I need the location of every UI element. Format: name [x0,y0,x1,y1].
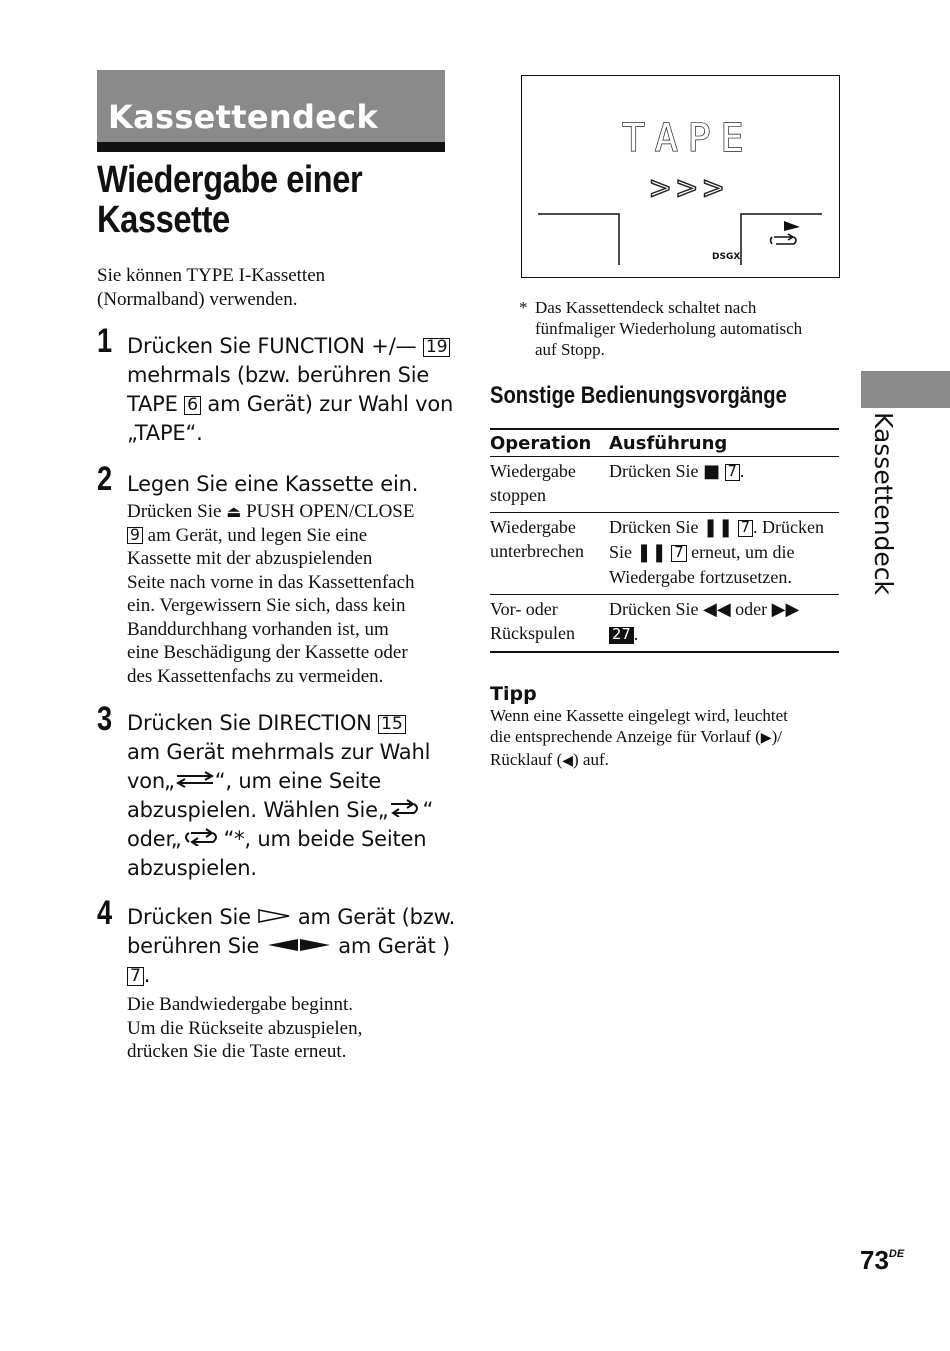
key-number-badge: 9 [127,527,143,545]
step-2-heading: Legen Sie eine Kassette ein. [127,472,419,496]
step-number-4: 4 [97,894,113,932]
execution-text: erneut, um die [686,542,795,562]
operation-text: Rückspulen [490,623,575,643]
play-outline-icon [257,908,291,924]
step-4-heading [127,903,457,990]
execution-cell [609,457,839,513]
pause-icon: ❚❚ [702,517,734,538]
step-4-text: berühren Sie [127,934,266,958]
tip-line: )/ [771,727,782,746]
step-3-text: oder„ [127,827,182,851]
play-repeat-indicator-icon [766,219,802,249]
step-3-text: von„ [127,769,175,793]
display-tape-text: TAPE [622,116,754,160]
footnote-text: Das Kassettendeck schaltet nach [535,298,757,317]
key-number-badge: 7 [127,967,144,986]
intro-text [97,264,447,312]
step-4-text: . [143,963,151,987]
table-row [490,595,839,653]
footnote [519,297,839,360]
step-4-text: Um die Rückseite abzuspielen, [127,1017,363,1039]
execution-text: Drücken Sie [609,517,703,537]
footnote-marker: * [519,298,528,317]
execution-text: Drücken Sie [609,461,703,481]
display-forward-arrows: >>> [650,168,730,208]
reverse-indicator-icon: ◀ [562,753,574,769]
operation-text: Vor- oder [490,599,558,619]
continuous-repeat-icon [181,828,223,846]
step-3-heading [127,709,457,883]
operation-text: Wiedergabe [490,517,576,537]
tip-line: die entsprechende Anzeige für Vorlauf ( [490,727,761,746]
step-2-text: des Kassettenfachs zu vermeiden. [127,665,384,687]
step-2-text: Banddurchhang vorhanden ist, um [127,618,389,640]
operation-cell [490,595,609,653]
table-row [490,457,839,513]
step-4-body [127,993,457,1064]
step-1-text: „TAPE“. [127,421,203,445]
dsgx-indicator: DSGX [712,252,741,262]
fast-forward-icon: ▶▶ [771,599,800,620]
execution-text: Wiedergabe fortzusetzen. [609,567,792,587]
operation-text: Wiedergabe [490,461,576,481]
operation-text: stoppen [490,485,546,505]
key-number-badge: 7 [725,464,740,481]
step-number-1: 1 [97,322,113,360]
pause-icon: ❚❚ [636,542,667,563]
step-number-3: 3 [97,700,113,738]
step-2-text: am Gerät, und legen Sie eine [142,524,368,546]
step-1-text: Drücken Sie FUNCTION +/— [127,334,423,358]
page-title [97,160,407,240]
execution-text: . [633,624,639,644]
page-language-suffix: DE [888,1248,905,1260]
step-2-text: PUSH OPEN/CLOSE [241,501,415,522]
step-1-text: mehrmals (bzw. berühren Sie [127,363,430,387]
intro-line1: Sie können TYPE I-Kassetten [97,265,326,286]
step-3-text: “ [422,798,434,822]
step-1-text: TAPE [127,392,185,416]
column-header-execution: Ausführung [609,429,839,457]
step-3-text: “, um eine Seite [214,769,382,793]
key-number-badge: 6 [184,396,201,415]
key-number-badge: 7 [671,545,686,562]
step-3-text: am Gerät mehrmals zur Wahl [127,740,431,764]
operation-cell [490,457,609,513]
page-title-line2: Kassette [97,199,230,241]
display-panel [521,75,840,278]
execution-text: . [739,461,745,481]
step-4-text: am Gerät ) [331,934,451,958]
step-2-text: Drücken Sie [127,501,227,522]
operations-table [490,428,839,653]
execution-text: . Drücken [753,517,825,537]
step-4-text: am Gerät (bzw. [291,905,456,929]
section-banner-label: Kassettendeck [108,98,379,136]
page-number-value: 73 [860,1245,889,1275]
forward-indicator-icon: ▶ [760,730,772,746]
step-2-text: Kassette mit der abzuspielenden [127,548,373,569]
tip-line: ) auf. [573,750,609,769]
key-number-badge: 15 [378,715,406,734]
one-way-direction-icon [175,770,215,788]
execution-cell [609,513,839,595]
footnote-text: fünfmaliger Wiederholung automatisch [535,319,803,338]
step-4-text: Die Bandwiedergabe beginnt. [127,994,353,1015]
step-1-text: am Gerät) zur Wahl von [200,392,454,416]
tip-text [490,705,835,772]
execution-text: Sie [609,542,637,562]
operation-text: unterbrechen [490,541,584,561]
step-1-heading [127,332,457,448]
side-tab [861,371,950,408]
step-2-text: ein. Vergewissern Sie sich, dass kein [127,595,406,616]
two-side-direction-icon [388,799,422,817]
section-banner [97,70,445,152]
side-tab-label: Kassettendeck [869,412,898,596]
step-2-text: Seite nach vorne in das Kassettenfach [127,571,415,593]
execution-text: Drücken Sie [609,599,703,619]
stop-icon: ■ [702,461,720,482]
page-number [860,1245,904,1276]
tip-line: Wenn eine Kassette eingelegt wird, leuchtet [490,706,788,725]
eject-icon: ⏏ [226,502,242,521]
intro-line2: (Normalband) verwenden. [97,289,298,310]
footnote-text: auf Stopp. [535,340,605,359]
key-number-badge: 19 [423,338,451,357]
step-3-text: Drücken Sie DIRECTION [127,711,379,735]
step-2-text: eine Beschädigung der Kassette oder [127,642,408,663]
step-3-text: abzuspielen. Wählen Sie„ [127,798,389,822]
tip-line: Rücklauf ( [490,750,563,769]
key-number-badge: 7 [738,520,753,537]
execution-cell [609,595,839,653]
step-number-2: 2 [97,460,113,498]
key-number-badge: 27 [609,627,634,644]
table-header-row [490,429,839,457]
rewind-icon: ◀◀ [702,599,731,620]
page-title-line1: Wiedergabe einer [97,159,363,201]
step-2-body [127,500,457,688]
table-row [490,513,839,595]
play-reverse-forward-icon [266,937,332,953]
tip-heading: Tipp [490,683,537,705]
step-4-text: Drücken Sie [127,905,258,929]
operation-cell [490,513,609,595]
execution-text: oder [730,599,772,619]
sub-heading: Sonstige Bedienungsvorgänge [490,382,787,409]
step-3-text: abzuspielen. [127,856,257,880]
step-4-text: drücken Sie die Taste erneut. [127,1041,347,1062]
column-header-operation: Operation [490,429,609,457]
step-3-text: “*, um beide Seiten [223,827,427,851]
